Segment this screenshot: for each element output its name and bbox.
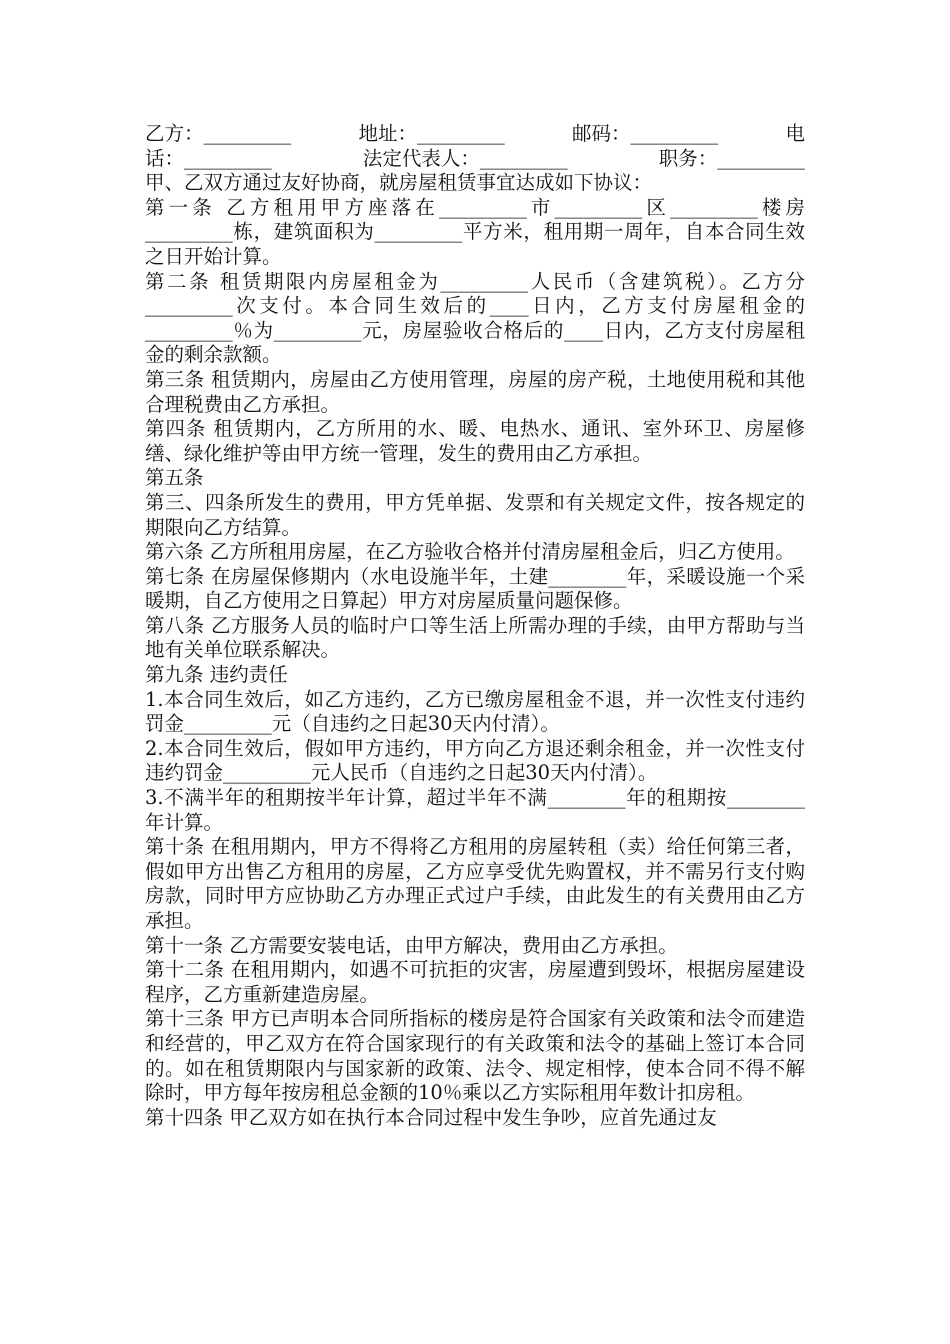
- header-row-2: [145, 147, 805, 172]
- position-field: 职务：_________: [658, 146, 805, 170]
- clause-9-item-1: 1.本合同生效后，如乙方违约，乙方已缴房屋租金不退，并一次性支付违约罚金_________元（自违约之日起30天内付清）。: [145, 687, 805, 736]
- clause-6: 第六条 乙方所租用房屋，在乙方验收合格并付清房屋租金后，归乙方使用。: [145, 540, 795, 564]
- legal-rep-field: 法定代表人：_________: [362, 146, 568, 170]
- clause-13: 第十三条 甲方已声明本合同所指标的楼房是符合国家有关政策和法令而建造和经营的，甲乙双方在符合国家现行的有关政策和法令的基础上签订本合同的。如在租赁期限内与国家新的政策、法令、规定相悖，使本合同不得不解除时，甲方每年按房租总金额的10％乘以乙方实际租用年数计扣房租。: [145, 1007, 805, 1105]
- clause-9-item-2: 2.本合同生效后，假如甲方违约，甲方向乙方退还剩余租金，并一次性支付违约罚金_________元人民币（自违约之日起30天内付清）。: [145, 736, 805, 785]
- clause-10: 第十条 在租用期内，甲方不得将乙方租用的房屋转租（卖）给任何第三者，假如甲方出售乙方租用的房屋，乙方应享受优先购置权，并不需另行支付购房款，同时甲方应协助乙方办理正式过户手续，由此发生的有关费用由乙方承担。: [145, 835, 805, 932]
- clause-1: 第一条 乙方租用甲方座落在_________市_________区_________楼房_________栋，建筑面积为_________平方米，租用期一周年，自本合同生效之日开始计算。: [145, 195, 805, 268]
- contract-page: [145, 122, 805, 1130]
- clause-8: 第八条 乙方服务人员的临时户口等生活上所需办理的手续，由甲方帮助与当地有关单位联系解决。: [145, 613, 805, 662]
- clause-3: 第三条 租赁期内，房屋由乙方使用管理，房屋的房产税，土地使用税和其他合理税费由乙方承担。: [145, 367, 805, 416]
- clause-5-body: 第三、四条所发生的费用，甲方凭单据、发票和有关规定文件，按各规定的期限向乙方结算。: [145, 490, 805, 539]
- clause-11: 第十一条 乙方需要安装电话，由甲方解决，费用由乙方承担。: [145, 933, 678, 957]
- clause-4: 第四条 租赁期内，乙方所用的水、暖、电热水、通讯、室外环卫、房屋修缮、绿化维护等由甲方统一管理，发生的费用由乙方承担。: [145, 417, 805, 465]
- intro-paragraph: 甲、乙双方通过友好协商，就房屋租赁事宜达成如下协议：: [145, 171, 653, 195]
- clause-12: 第十二条 在租用期内，如遇不可抗拒的灾害，房屋遭到毁坏，根据房屋建设程序，乙方重新建造房屋。: [145, 958, 805, 1006]
- clause-9-heading: 第九条 违约责任: [145, 663, 288, 687]
- phone-field: 话：_________: [145, 146, 272, 170]
- party-b-field: 乙方：_________: [145, 122, 292, 145]
- postcode-field: 邮码：_________: [571, 122, 719, 145]
- clause-7: 第七条 在房屋保修期内（水电设施半年，土建________年，采暖设施一个采暖期，自乙方使用之日算起）甲方对房屋质量问题保修。: [145, 564, 805, 613]
- clause-9-item-3: 3.不满半年的租期按半年计算，超过半年不满________年的租期按________年计算。: [145, 786, 805, 834]
- header-row-1: [145, 122, 805, 147]
- address-field: 地址：_________: [358, 122, 505, 145]
- clause-2: 第二条 租赁期限内房屋租金为_________人民币（含建筑税）。乙方分_________次支付。本合同生效后的____日内，乙方支付房屋租金的_________％为_________元，房屋验收合格后的____日内，乙方支付房屋租金的剩余款额。: [145, 269, 805, 367]
- clause-5-heading: 第五条: [145, 466, 204, 490]
- phone-label-start: 电: [785, 122, 805, 145]
- clause-14: 第十四条 甲乙双方如在执行本合同过程中发生争吵，应首先通过友: [145, 1105, 717, 1129]
